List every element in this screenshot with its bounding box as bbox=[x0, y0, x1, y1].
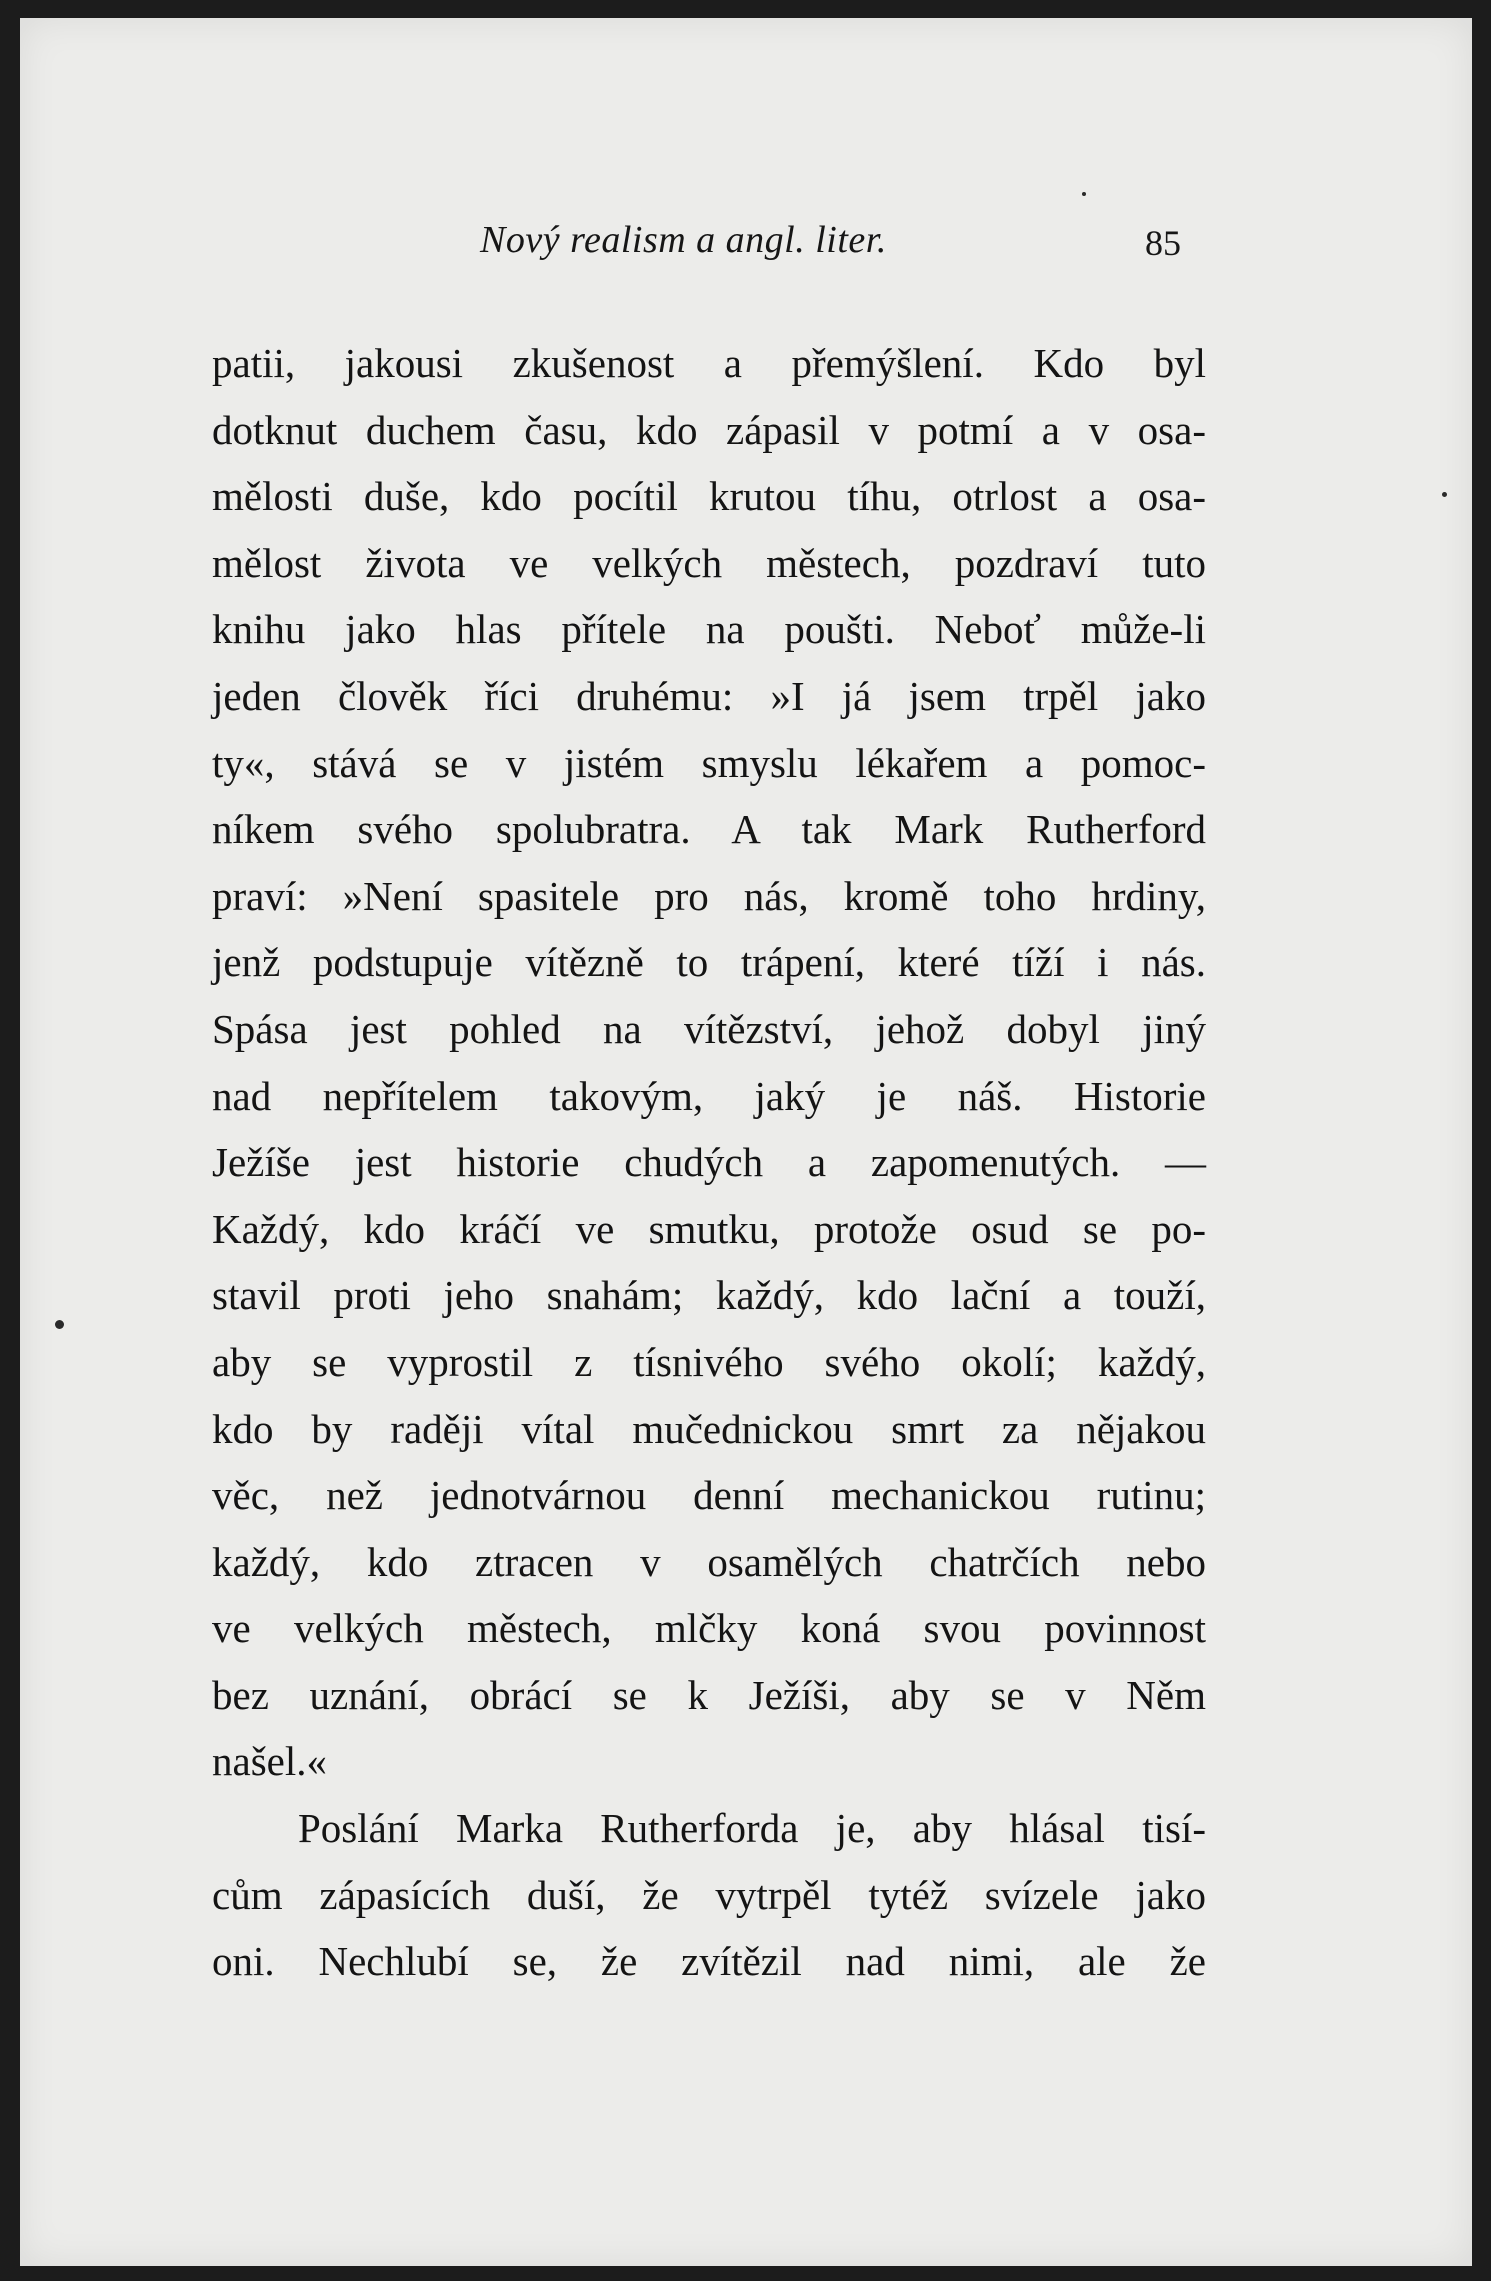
text-line: patii, jakousi zkušenost a přemýšlení. Kdo byl bbox=[212, 340, 1206, 386]
text-line: bez uznání, obrácí se k Ježíši, aby se v Něm bbox=[212, 1671, 1206, 1718]
print-speck bbox=[1442, 492, 1447, 497]
text-line: aby se vyprostil z tísnivého svého okolí; každý, bbox=[212, 1338, 1206, 1385]
text-line: našel.« bbox=[212, 1738, 327, 1785]
body-text bbox=[212, 330, 1206, 1995]
text-line: stavil proti jeho snahám; každý, kdo lační a touží, bbox=[212, 1272, 1206, 1319]
text-line: Ježíše jest historie chudých a zapomenutých. — bbox=[212, 1139, 1206, 1186]
text-line: praví: »Není spasitele pro nás, kromě toho hrdiny, bbox=[212, 872, 1206, 919]
text-line: věc, než jednotvárnou denní mechanickou rutinu; bbox=[212, 1472, 1206, 1519]
text-line: oni. Nechlubí se, že zvítězil nad nimi, ale že bbox=[212, 1938, 1206, 1985]
page-number: 85 bbox=[1145, 223, 1181, 263]
text-line: knihu jako hlas přítele na poušti. Neboť může-li bbox=[212, 606, 1206, 653]
text-line: mělost života ve velkých městech, pozdraví tuto bbox=[212, 539, 1206, 586]
text-line: dotknut duchem času, kdo zápasil v potmí a v osa- bbox=[212, 406, 1206, 453]
text-line: jeden člověk říci druhému: »I já jsem trpěl jako bbox=[212, 672, 1206, 719]
paragraph-first-line: Poslání Marka Rutherforda je, aby hlásal tisí- bbox=[298, 1805, 1206, 1852]
running-title: Nový realism a angl. liter. bbox=[480, 219, 887, 261]
print-speck bbox=[55, 1320, 64, 1329]
text-line: ve velkých městech, mlčky koná svou povinnost bbox=[212, 1605, 1206, 1652]
text-line: cům zápasících duší, že vytrpěl tytéž svízele jako bbox=[212, 1871, 1206, 1918]
text-line: níkem svého spolubratra. A tak Mark Rutherford bbox=[212, 806, 1206, 853]
text-line: kdo by raději vítal mučednickou smrt za nějakou bbox=[212, 1405, 1206, 1452]
text-line: nad nepřítelem takovým, jaký je náš. Historie bbox=[212, 1072, 1206, 1119]
running-header bbox=[200, 218, 1200, 278]
text-line: Spása jest pohled na vítězství, jehož dobyl jiný bbox=[212, 1005, 1206, 1052]
text-line: ty«, stává se v jistém smyslu lékařem a pomoc- bbox=[212, 739, 1206, 786]
print-speck bbox=[1082, 192, 1086, 196]
text-line: jenž podstupuje vítězně to trápení, které tíží i nás. bbox=[212, 939, 1206, 986]
text-line: Každý, kdo kráčí ve smutku, protože osud se po- bbox=[212, 1205, 1206, 1252]
text-line: mělosti duše, kdo pocítil krutou tíhu, otrlost a osa- bbox=[212, 473, 1206, 520]
text-line: každý, kdo ztracen v osamělých chatrčích nebo bbox=[212, 1538, 1206, 1585]
